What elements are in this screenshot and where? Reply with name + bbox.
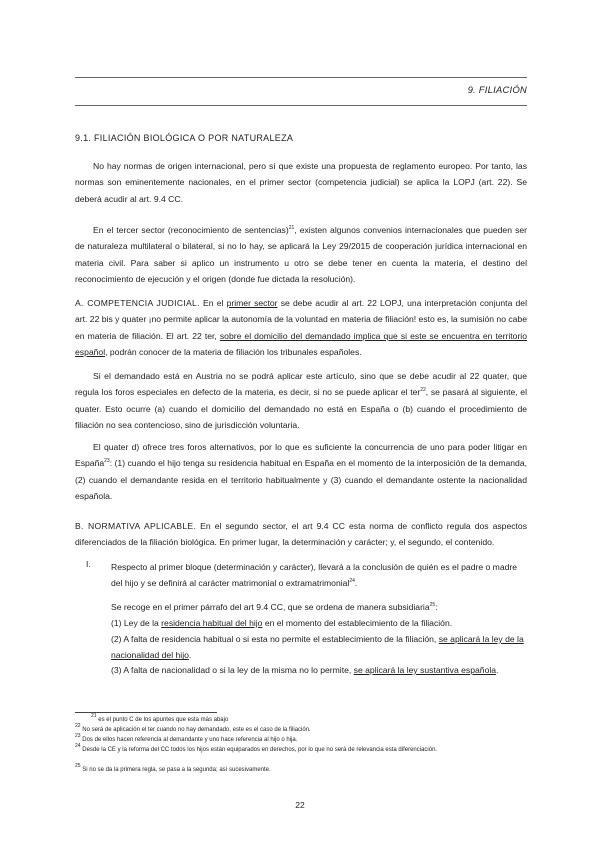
- footnote-23: $^{23}$ Dos de ellos hacen referencia al demandante y uno hace referencia al hijo o hija.: [75, 733, 298, 743]
- footnote-24: $^{24}$ Desde la CE y la reforma del CC todos los hijos están equiparados en derechos, por lo que no será de relevancia esta diferenciación.: [75, 743, 438, 753]
- footnote-ref-21[interactable]: 21: [288, 225, 295, 231]
- paragraph-quater: El quater d) ofrece tres foros alternativos, por lo que es suficiente la concurrencia de uno para poder litigar en España$^{23}$: (1) cuando el hijo tenga su residencia habitual en España en el momento de la interposición de la demanda, (2) cuando el demandante resida en el territorio habitualmente y (3) cuando el demandante ostente la nacionalidad española.: [75, 442, 527, 501]
- sub-rule-2: (2) A falta de residencia habitual o si esta no permite el establecimiento de la filiación, se aplicará la ley de la nacionalidad del hijo.: [111, 634, 524, 661]
- paragraph-austria: Si el demandado está en Austria no se podrá aplicar este artículo, sino que se debe acudir al 22 quater, que regula los foros especiales en defecto de la materia, es decir, si no se puede aplicar el ter$^{22}$, se pasará al siguiente, el quater. Esto ocurre (a) cuando el domicilio del demandado no está en España o (b) cuando el procedimiento de filiación no sea contencioso, sino de jurisdicción voluntaria.: [75, 371, 528, 430]
- list-item-text: Respecto al primer bloque (determinación y carácter), llevará a la conclusión de quién es el padre o madre del hijo y se definirá al carácter matrimonial o extramatrimonial$^{24}$.: [111, 562, 518, 589]
- paragraph-intro: No hay normas de origen internacional, pero sí que existe una propuesta de reglamento europeo. Por tanto, las normas son eminentemente nacionales, en el primer sector (competencia judicial) se aplica la LOPJ (art. 22). Se deberá acudir al art. 9.4 CC.: [75, 161, 527, 204]
- footnote-ref-22[interactable]: 22: [420, 387, 426, 394]
- title-rule: [75, 105, 527, 106]
- section-label-b: B. NORMATIVA APLICABLE.: [75, 521, 197, 531]
- top-rule: [75, 77, 527, 78]
- paragraph-normativa-aplicable: B. NORMATIVA APLICABLE. En el segundo sector, el art 9.4 CC esta norma de conflicto regula dos aspectos diferenciados de la filiación biológica. En primer lugar, la determinación y carácter; y, el segundo, el contenido.: [75, 521, 527, 548]
- underlined-primer-sector: primer sector: [226, 298, 278, 308]
- section-heading: 9.1. FILIACIÓN BIOLÓGICA O POR NATURALEZA: [75, 133, 294, 143]
- underlined-domicilio: sobre el domicilio del demandado implica que si este se encuentra en territorio español: [75, 330, 527, 357]
- footnote-ref-25[interactable]: 25: [429, 602, 436, 608]
- paragraph-competencia-judicial: A. COMPETENCIA JUDICIAL. En el primer sector se debe acudir al art. 22 LOPJ, una interpretación conjunta del art. 22 bis y quater ¡no permite aplicar la autonomía de la voluntad en materia de filiación! esto es, la sumisión no cabe en materia de filiación. El art. 22 ter, sobre el domicilio del demandado implica que si este se encuentra en territorio español, podrán conocer de la materia de filiación los tribunales españoles.: [75, 298, 527, 357]
- page-number: 22: [295, 800, 305, 810]
- footnote-ref-24[interactable]: 24: [349, 578, 355, 585]
- sub-rule-1: (1) Ley de la residencia habitual del hijo en el momento del establecimiento de la filiación.: [111, 618, 453, 628]
- sub-intro: Se recoge en el primer párrafo del art 9.4 CC, que se ordena de manera subsidiaria$^{25}$:: [111, 602, 438, 612]
- paragraph-third-sector: En el tercer sector (reconocimiento de sentencias)$^{21}$, existen algunos convenios internacionales que pueden ser de naturaleza multilateral o bilateral, si no lo hay, se aplicará la Ley 29/2015 de cooperación jurídica internacional en materia civil. Para saber si aplico un instrumento u otro se debe tener en cuenta la materia, el destino del reconocimiento de ejecución y el origen (donde fue dictada la resolución).: [75, 225, 528, 284]
- footnote-ref-23[interactable]: 23: [104, 458, 110, 465]
- footnote-25: $^{25}$ Si no se da la primera regla, se pasa a la segunda; así sucesivamente.: [75, 763, 271, 773]
- sub-rule-3: (3) A falta de nacionalidad o si la ley de la misma no lo permite, se aplicará la ley sustantiva española.: [111, 665, 499, 675]
- list-item-number: I.: [86, 559, 91, 569]
- footnote-21: $^{21}$ es el punto C de los apuntes que esta más abajo: [91, 713, 229, 723]
- footnote-22: $^{22}$ No será de aplicación el ter cuando no hay demandado, este es el caso de la filiación.: [75, 723, 311, 733]
- chapter-title: 9. FILIACIÓN: [467, 85, 527, 96]
- section-label-a: A. COMPETENCIA JUDICIAL.: [75, 298, 200, 308]
